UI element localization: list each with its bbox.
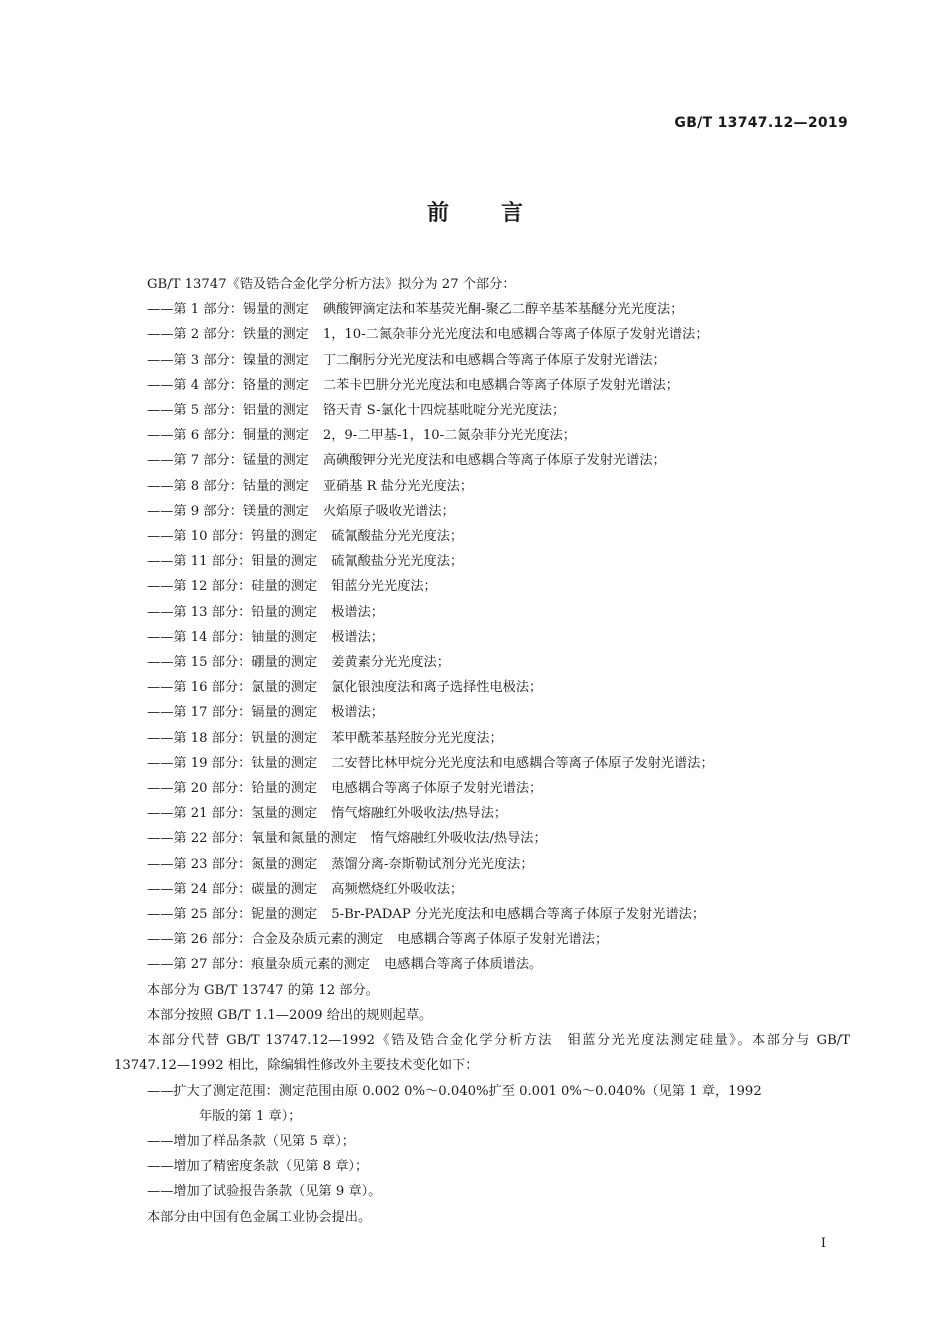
part-method: 二安替比林甲烷分光光度法和电感耦合等离子体原子发射光谱法； <box>331 755 714 771</box>
part-item <box>114 700 850 725</box>
part-label: ——第 15 部分：硼量的测定 <box>147 655 318 671</box>
part-method: 碘酸钾滴定法和苯基荧光酮-聚乙二醇辛基苯基醚分光光度法； <box>322 302 684 318</box>
part-label: ——第 17 部分：镉量的测定 <box>147 705 318 721</box>
intro-paragraph: GB/T 13747《锆及锆合金化学分析方法》拟分为 27 个部分： <box>147 277 516 292</box>
part-method: 1，10-二氮杂菲分光光度法和电感耦合等离子体原子发射光谱法； <box>322 327 709 343</box>
part-label: ——第 1 部分：锡量的测定 <box>147 302 309 318</box>
replacement-paragraph: 本部分代替 GB/T 13747.12—1992《锆及锆合金化学分析方法 钼蓝分光光度法测定硅量》。本部分与 GB/T 13747.12—1992 相比，除编辑性修改外主要技术变化如下： <box>114 1033 850 1074</box>
part-method: 苯甲酰苯基羟胺分光光度法； <box>331 730 503 746</box>
part-method: 丁二酮肟分光光度法和电感耦合等离子体原子发射光谱法； <box>322 352 666 368</box>
part-item <box>114 927 850 952</box>
part-label: ——第 27 部分：痕量杂质元素的测定 <box>147 957 370 973</box>
part-method: 钼蓝分光光度法； <box>331 579 437 595</box>
part-method: 二苯卡巴肼分光光度法和电感耦合等离子体原子发射光谱法； <box>322 377 679 393</box>
part-item <box>114 625 850 650</box>
proposer-paragraph: 本部分由中国有色金属工业协会提出。 <box>147 1209 372 1225</box>
part-label: ——第 26 部分：合金及杂质元素的测定 <box>147 932 384 948</box>
part-item <box>114 852 850 877</box>
part-item <box>114 348 850 373</box>
part-item <box>114 448 850 473</box>
part-label: ——第 18 部分：钒量的测定 <box>147 730 318 746</box>
part-item <box>114 952 850 977</box>
part-label: ——第 4 部分：铬量的测定 <box>147 377 309 393</box>
change-text: ——增加了试验报告条款（见第 9 章）。 <box>147 1184 382 1200</box>
change-item <box>114 1129 850 1154</box>
change-text: ——增加了精密度条款（见第 8 章）； <box>147 1159 369 1175</box>
part-method: 硫氰酸盐分光光度法； <box>331 554 464 570</box>
part-item <box>114 600 850 625</box>
part-method: 极谱法； <box>331 629 384 645</box>
page-title: 前言 <box>426 201 575 226</box>
part-item <box>114 902 850 927</box>
part-method: 火焰原子吸收光谱法； <box>322 503 455 519</box>
part-label: ——第 11 部分：钼量的测定 <box>147 554 318 570</box>
part-item <box>114 751 850 776</box>
part-method: 高碘酸钾分光光度法和电感耦合等离子体原子发射光谱法； <box>322 453 666 469</box>
part-item <box>114 675 850 700</box>
part-label: ——第 23 部分：氮量的测定 <box>147 856 318 872</box>
part-label: ——第 13 部分：铅量的测定 <box>147 604 318 620</box>
standard-code: GB/T 13747.12—2019 <box>674 115 848 131</box>
part-item <box>114 574 850 599</box>
part-label: ——第 10 部分：钨量的测定 <box>147 529 318 545</box>
part-item <box>114 549 850 574</box>
part-method: 惰气熔融红外吸收法/热导法； <box>331 806 508 822</box>
part-label: ——第 5 部分：铝量的测定 <box>147 403 309 419</box>
part-item <box>114 801 850 826</box>
part-label: ——第 12 部分：硅量的测定 <box>147 579 318 595</box>
part-item <box>114 877 850 902</box>
part-label: ——第 19 部分：钛量的测定 <box>147 755 318 771</box>
part-label: ——第 21 部分：氢量的测定 <box>147 806 318 822</box>
part-item <box>114 322 850 347</box>
changes-list <box>114 1079 850 1205</box>
part-method: 电感耦合等离子体原子发射光谱法； <box>397 932 609 948</box>
part-label: ——第 20 部分：铪量的测定 <box>147 781 318 797</box>
change-item <box>114 1154 850 1179</box>
part-method: 硫氰酸盐分光光度法； <box>331 529 464 545</box>
part-item <box>114 776 850 801</box>
part-item <box>114 423 850 448</box>
part-method: 氯化银浊度法和离子选择性电极法； <box>331 680 543 696</box>
part-method: 高频燃烧红外吸收法； <box>331 881 464 897</box>
page-number: Ⅰ <box>820 1236 826 1251</box>
part-item <box>114 499 850 524</box>
change-item <box>114 1079 850 1129</box>
document-body <box>114 272 850 1230</box>
change-text: ——扩大了测定范围：测定范围由原 0.002 0%～0.040%扩至 0.001 0%～0.040%（见第 1 章，1992 <box>147 1083 762 1099</box>
part-label: ——第 7 部分：锰量的测定 <box>147 453 309 469</box>
parts-list <box>114 297 850 977</box>
part-label: ——第 22 部分：氧量和氮量的测定 <box>147 831 357 847</box>
part-label: ——第 16 部分：氯量的测定 <box>147 680 318 696</box>
part-label: ——第 3 部分：镍量的测定 <box>147 352 309 368</box>
change-text: ——增加了样品条款（见第 5 章）； <box>147 1133 355 1149</box>
part-item <box>114 297 850 322</box>
part-item <box>114 373 850 398</box>
part-method: 电感耦合等离子体质谱法。 <box>383 957 543 973</box>
part-method: 极谱法； <box>331 604 384 620</box>
part-label: ——第 24 部分：碳量的测定 <box>147 881 318 897</box>
part-label: ——第 8 部分：钴量的测定 <box>147 478 309 494</box>
part-method: 姜黄素分光光度法； <box>331 655 450 671</box>
part-method: 蒸馏分离-奈斯勒试剂分光光度法； <box>331 856 534 872</box>
part-item <box>114 726 850 751</box>
part-method: 2，9-二甲基-1，10-二氮杂菲分光光度法； <box>322 428 576 444</box>
part-item <box>114 474 850 499</box>
part-label: ——第 6 部分：铜量的测定 <box>147 428 309 444</box>
part-label: ——第 14 部分：铀量的测定 <box>147 629 318 645</box>
part-method: 亚硝基 R 盐分光光度法； <box>322 478 474 494</box>
part-method: 极谱法； <box>331 705 384 721</box>
part-label: ——第 25 部分：铌量的测定 <box>147 907 318 923</box>
change-text-continued: 年版的第 1 章）； <box>199 1108 302 1124</box>
part-label: ——第 2 部分：铁量的测定 <box>147 327 309 343</box>
part-item <box>114 524 850 549</box>
part-item <box>114 398 850 423</box>
part-label: ——第 9 部分：镁量的测定 <box>147 503 309 519</box>
part-item <box>114 650 850 675</box>
statement-rules: 本部分按照 GB/T 1.1—2009 给出的规则起草。 <box>147 1007 433 1023</box>
change-item <box>114 1179 850 1204</box>
part-method: 惰气熔融红外吸收法/热导法； <box>370 831 547 847</box>
part-method: 电感耦合等离子体原子发射光谱法； <box>331 781 543 797</box>
part-method: 铬天青 S-氯化十四烷基吡啶分光光度法； <box>322 403 566 419</box>
statement-part: 本部分为 GB/T 13747 的第 12 部分。 <box>147 982 379 998</box>
part-item <box>114 826 850 851</box>
part-method: 5-Br-PADAP 分光光度法和电感耦合等离子体原子发射光谱法； <box>331 907 706 923</box>
